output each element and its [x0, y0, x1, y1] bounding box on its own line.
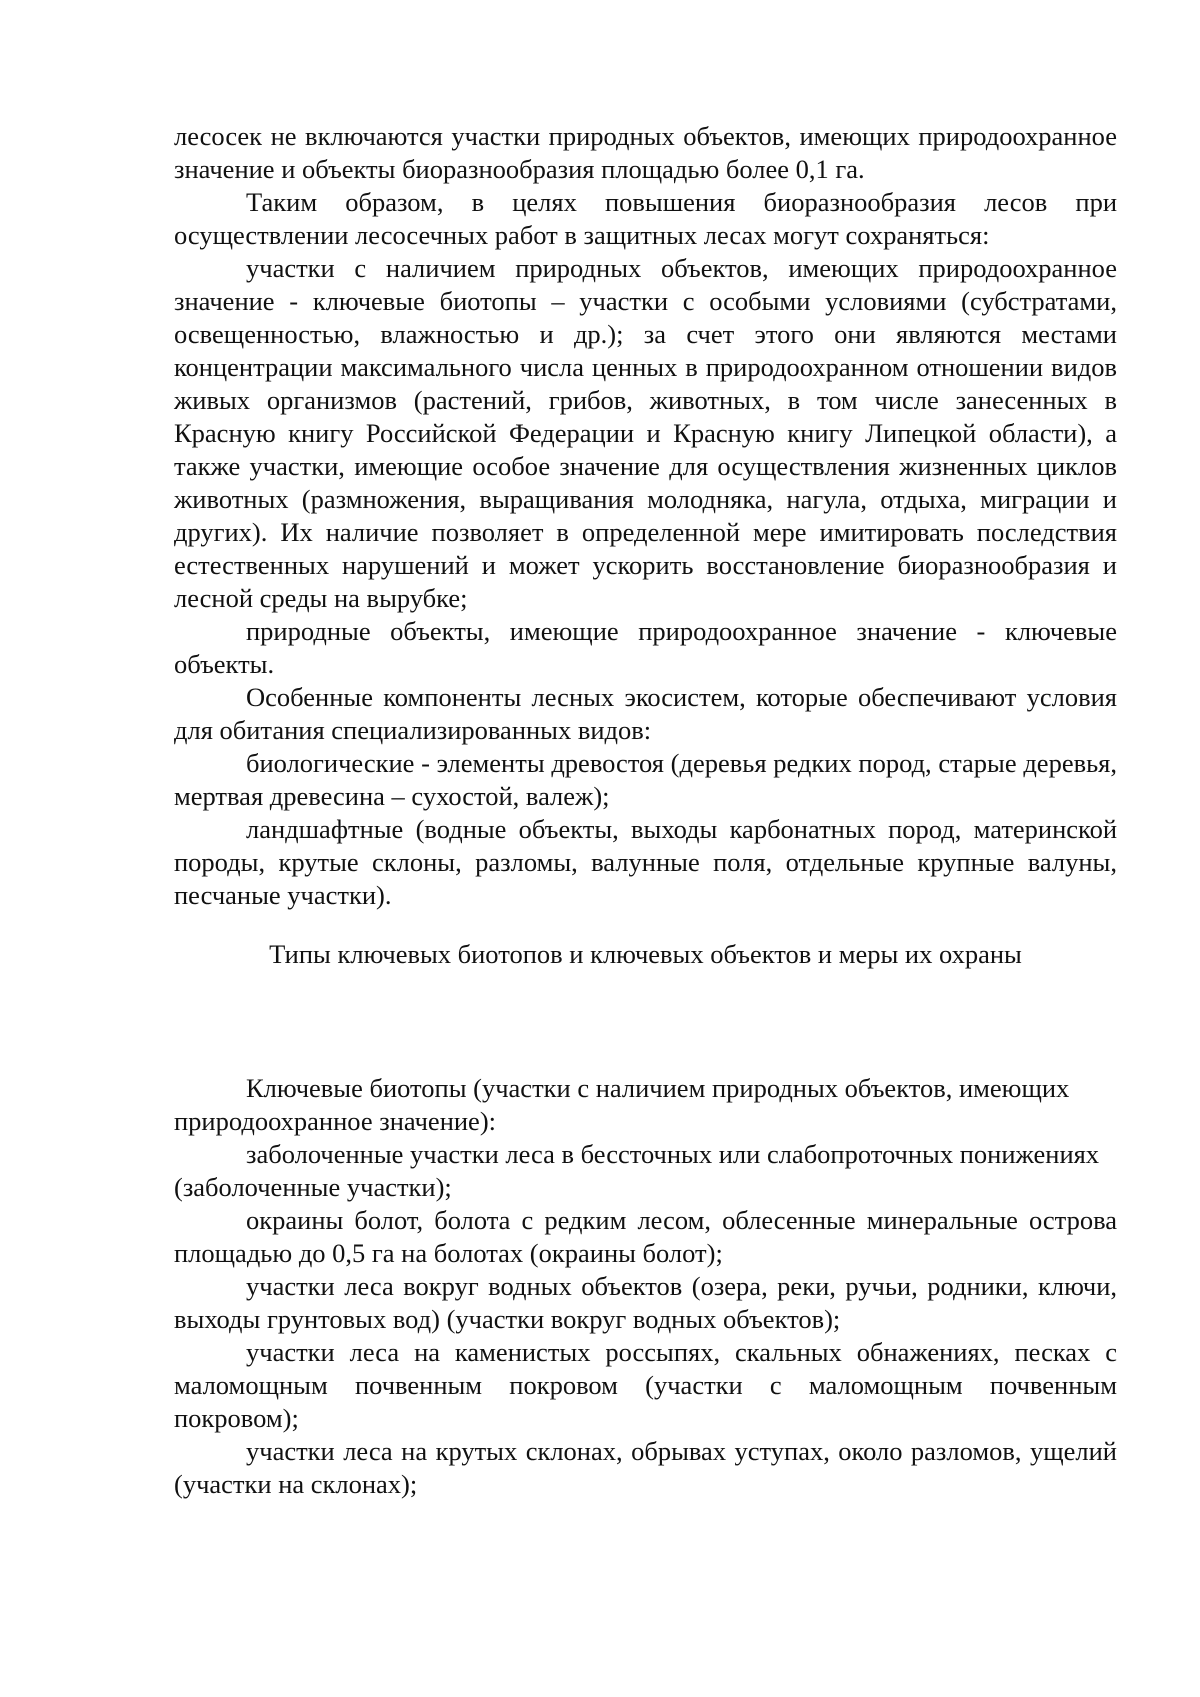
paragraph: Ключевые биотопы (участки с наличием природных объектов, имеющих природоохранное значение): — [174, 1073, 1070, 1136]
paragraph: Таким образом, в целях повышения биоразнообразия лесов при осуществлении лесосечных работ в защитных лесах могут сохраняться: — [174, 187, 1117, 250]
section-heading: Типы ключевых биотопов и ключевых объектов и меры их охраны — [269, 939, 1022, 969]
paragraph: биологические - элементы древостоя (деревья редких пород, старые деревья, мертвая древесина – сухостой, валеж); — [174, 748, 1117, 811]
paragraph: природные объекты, имеющие природоохранное значение - ключевые объекты. — [174, 616, 1117, 679]
paragraph: участки леса вокруг водных объектов (озера, реки, ручьи, родники, ключи, выходы грунтовых вод) (участки вокруг водных объектов); — [174, 1271, 1117, 1334]
paragraph: участки леса на крутых склонах, обрывах уступах, около разломов, ущелий (участки на склонах); — [174, 1436, 1117, 1499]
paragraph: заболоченные участки леса в бессточных или слабопроточных понижениях (заболоченные участки); — [174, 1139, 1100, 1202]
spacer — [174, 971, 1117, 1072]
paragraph: окраины болот, болота с редким лесом, облесенные минеральные острова площадью до 0,5 га на болотах (окраины болот); — [174, 1205, 1117, 1268]
document-page — [174, 120, 1117, 1501]
paragraph: участки леса на каменистых россыпях, скальных обнажениях, песках с маломощным почвенным покровом (участки с маломощным почвенным покровом); — [174, 1337, 1117, 1433]
paragraph: лесосек не включаются участки природных объектов, имеющих природоохранное значение и объекты биоразнообразия площадью более 0,1 га. — [174, 121, 1117, 184]
paragraph: участки с наличием природных объектов, имеющих природоохранное значение - ключевые биотопы – участки с особыми условиями (субстратами, освещенностью, влажностью и др.); за счет этого они являются местами концентрации максимального числа ценных в природоохранном отношении видов живых организмов (растений, грибов, животных, в том числе занесенных в Красную книгу Российской Федерации и Красную книгу Липецкой области), а также участки, имеющие особое значение для осуществления жизненных циклов животных (размножения, выращивания молодняка, нагула, отдыха, миграции и других). Их наличие позволяет в определенной мере имитировать последствия естественных нарушений и может ускорить восстановление биоразнообразия и лесной среды на вырубке; — [174, 253, 1117, 613]
paragraph: ландшафтные (водные объекты, выходы карбонатных пород, материнской породы, крутые склоны, разломы, валунные поля, отдельные крупные валуны, песчаные участки). — [174, 814, 1117, 910]
paragraph: Особенные компоненты лесных экосистем, которые обеспечивают условия для обитания специализированных видов: — [174, 682, 1117, 745]
